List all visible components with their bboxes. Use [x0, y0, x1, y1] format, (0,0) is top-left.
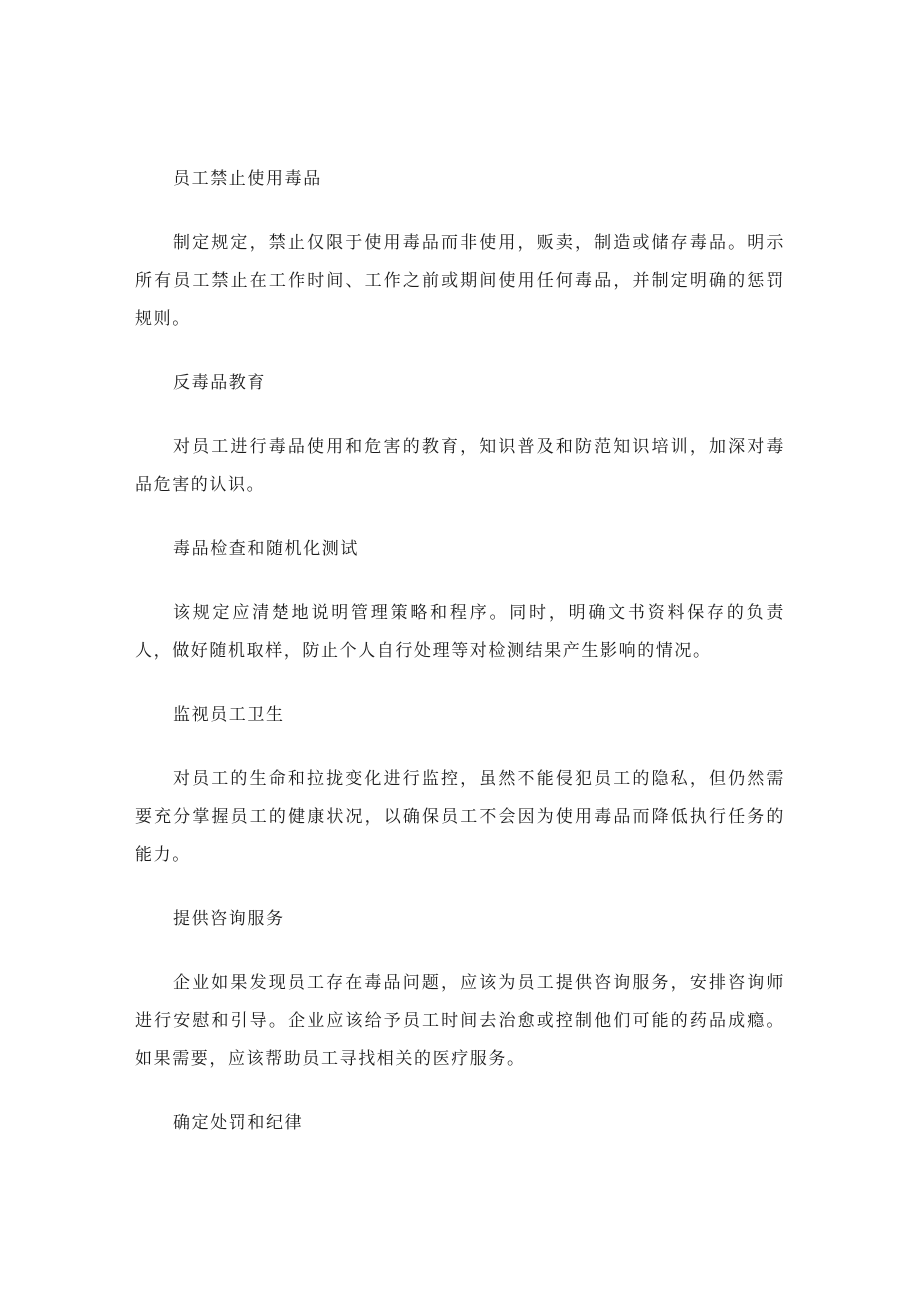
section-body-drug-ban: 制定规定，禁止仅限于使用毒品而非使用，贩卖，制造或储存毒品。明示所有员工禁止在工作时间、工作之前或期间使用任何毒品，并制定明确的惩罚规则。: [135, 233, 785, 329]
section-heading-counseling: 提供咨询服务: [173, 909, 285, 929]
section-heading-monitor-health: 监视员工卫生: [173, 705, 285, 725]
section-body-anti-drug-education: 对员工进行毒品使用和危害的教育，知识普及和防范知识培训，加深对毒品危害的认识。: [135, 437, 785, 495]
section-body-drug-testing: 该规定应清楚地说明管理策略和程序。同时，明确文书资料保存的负责人，做好随机取样，防止个人自行处理等对检测结果产生影响的情况。: [135, 603, 785, 661]
section-heading-drug-ban: 员工禁止使用毒品: [173, 169, 322, 189]
section-heading-anti-drug-education: 反毒品教育: [173, 373, 266, 393]
section-heading-discipline: 确定处罚和纪律: [173, 1113, 304, 1133]
document-content: [135, 160, 785, 1168]
section-heading-drug-testing: 毒品检查和随机化测试: [173, 539, 359, 559]
section-body-monitor-health: 对员工的生命和拉拢变化进行监控，虽然不能侵犯员工的隐私，但仍然需要充分掌握员工的健康状况，以确保员工不会因为使用毒品而降低执行任务的能力。: [135, 769, 785, 865]
section-body-counseling: 企业如果发现员工存在毒品问题，应该为员工提供咨询服务，安排咨询师进行安慰和引导。企业应该给予员工时间去治愈或控制他们可能的药品成瘾。如果需要，应该帮助员工寻找相关的医疗服务。: [135, 973, 785, 1069]
